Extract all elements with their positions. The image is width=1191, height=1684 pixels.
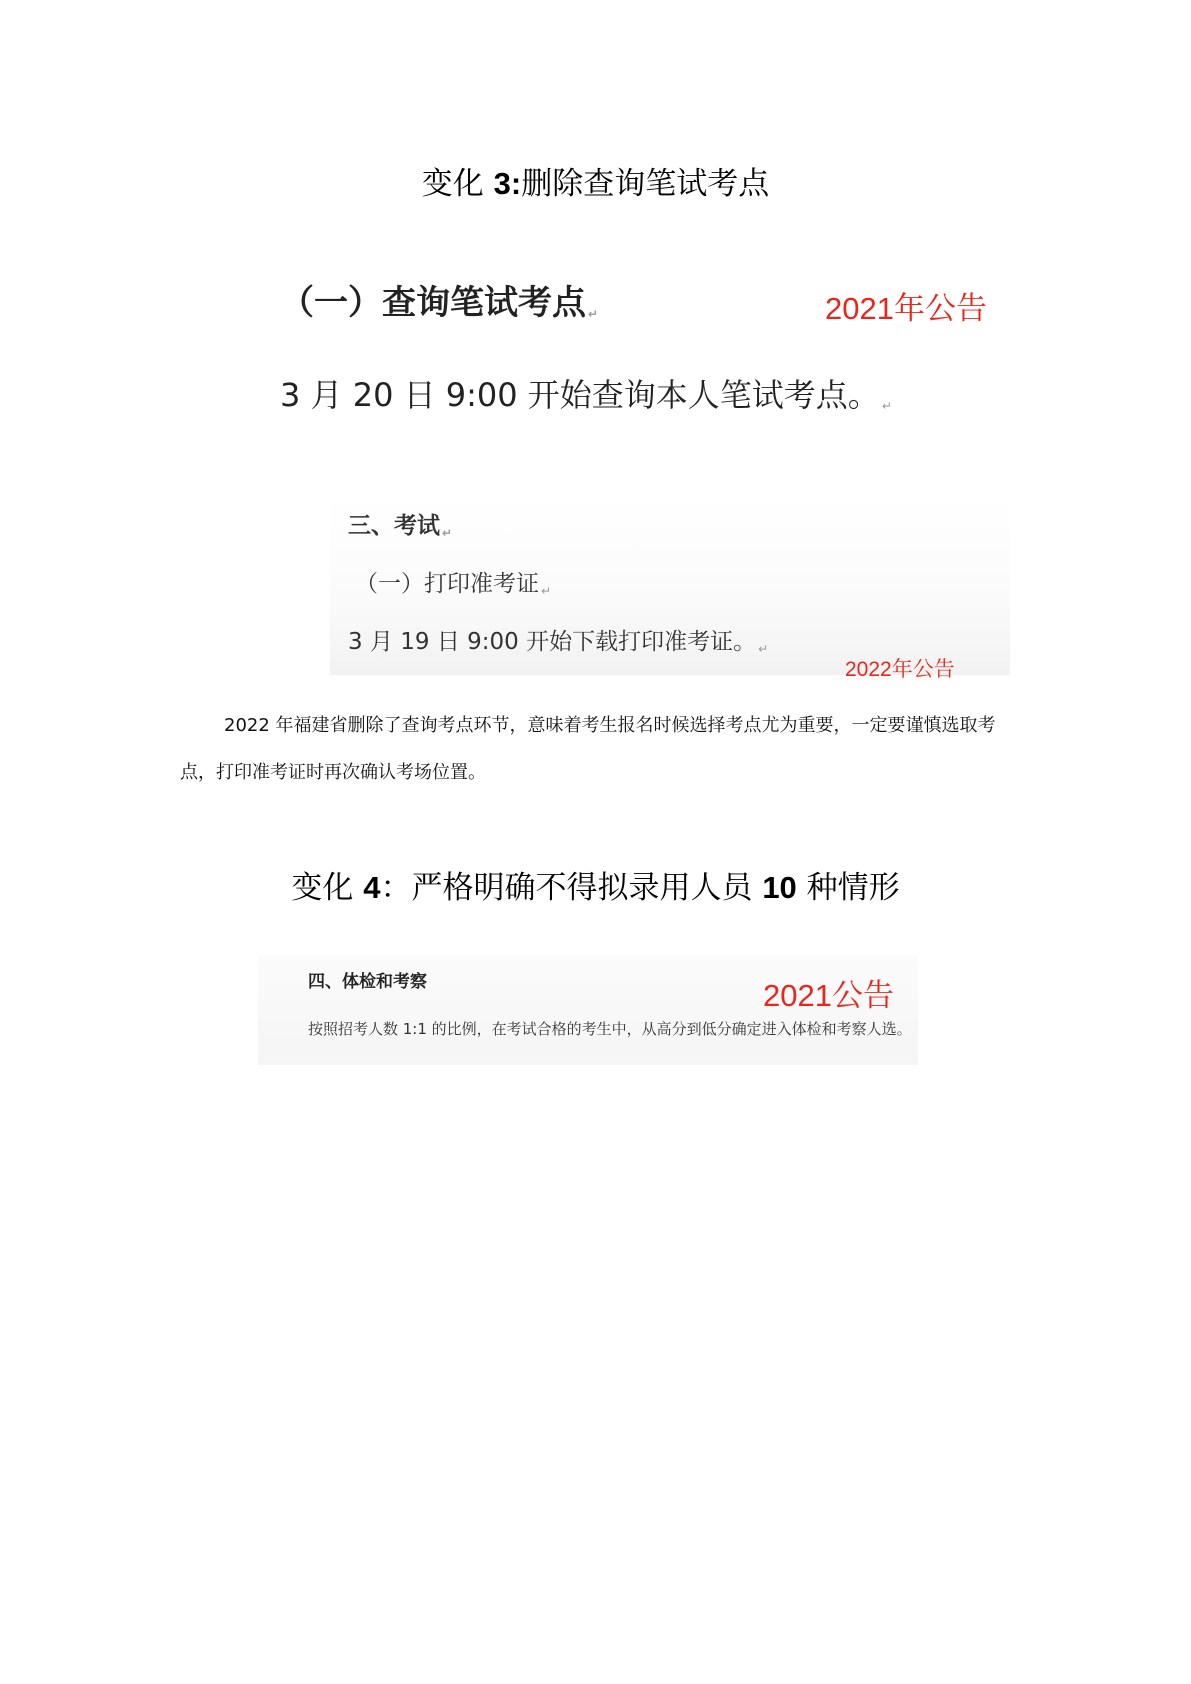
notice-heading: 三、考试 ↵ — [348, 513, 453, 540]
notice-heading: （一）查询笔试考点 ↵ — [280, 283, 599, 323]
notice-year-label: 2021年公告 — [825, 291, 987, 326]
screenshot-2021-notice-inspection — [258, 955, 918, 1065]
return-mark-icon: ↵ — [442, 526, 453, 540]
title-text: ：严格明确不得拟录用人员 — [380, 870, 763, 906]
notice-subheading: （一）打印准考证 ↵ — [355, 571, 552, 598]
title-prefix: 变化 — [291, 870, 364, 906]
screenshot-2021-notice-query — [250, 245, 1010, 425]
notice-year-label: 2022年公告 — [845, 658, 955, 681]
return-mark-icon: ↵ — [588, 307, 599, 321]
notice-year-label: 2021公告 — [763, 978, 894, 1013]
notice-heading: 四、体检和考察 — [308, 972, 427, 992]
title-number: 4 — [363, 870, 381, 905]
section-3-title — [0, 158, 1191, 203]
title-text: 删除查询笔试考点 — [521, 166, 770, 202]
notice-body: 3 月 20 日 9:00 开始查询本人笔试考点。 ↵ — [280, 376, 892, 414]
analysis-paragraph: 2022 年福建省删除了查询考点环节，意味着考生报名时候选择考点尤为重要，一定要谨慎选取考点，打印准考证时再次确认考场位置。 — [180, 715, 996, 783]
title-number-2: 10 — [762, 870, 797, 905]
return-mark-icon: ↵ — [541, 584, 552, 598]
return-mark-icon: ↵ — [881, 399, 892, 413]
section-4-title — [0, 862, 1191, 907]
screenshot-2022-notice-exam — [330, 495, 1010, 681]
notice-body: 3 月 19 日 9:00 开始下载打印准考证。 ↵ — [348, 629, 769, 656]
notice-body: 按照招考人数 1:1 的比例，在考试合格的考生中，从高分到低分确定进入体检和考察人选。 — [308, 1020, 912, 1038]
title-prefix: 变化 — [421, 166, 494, 202]
title-tail: 种情形 — [796, 870, 900, 906]
title-number: 3: — [493, 166, 522, 201]
return-mark-icon: ↵ — [758, 642, 769, 656]
